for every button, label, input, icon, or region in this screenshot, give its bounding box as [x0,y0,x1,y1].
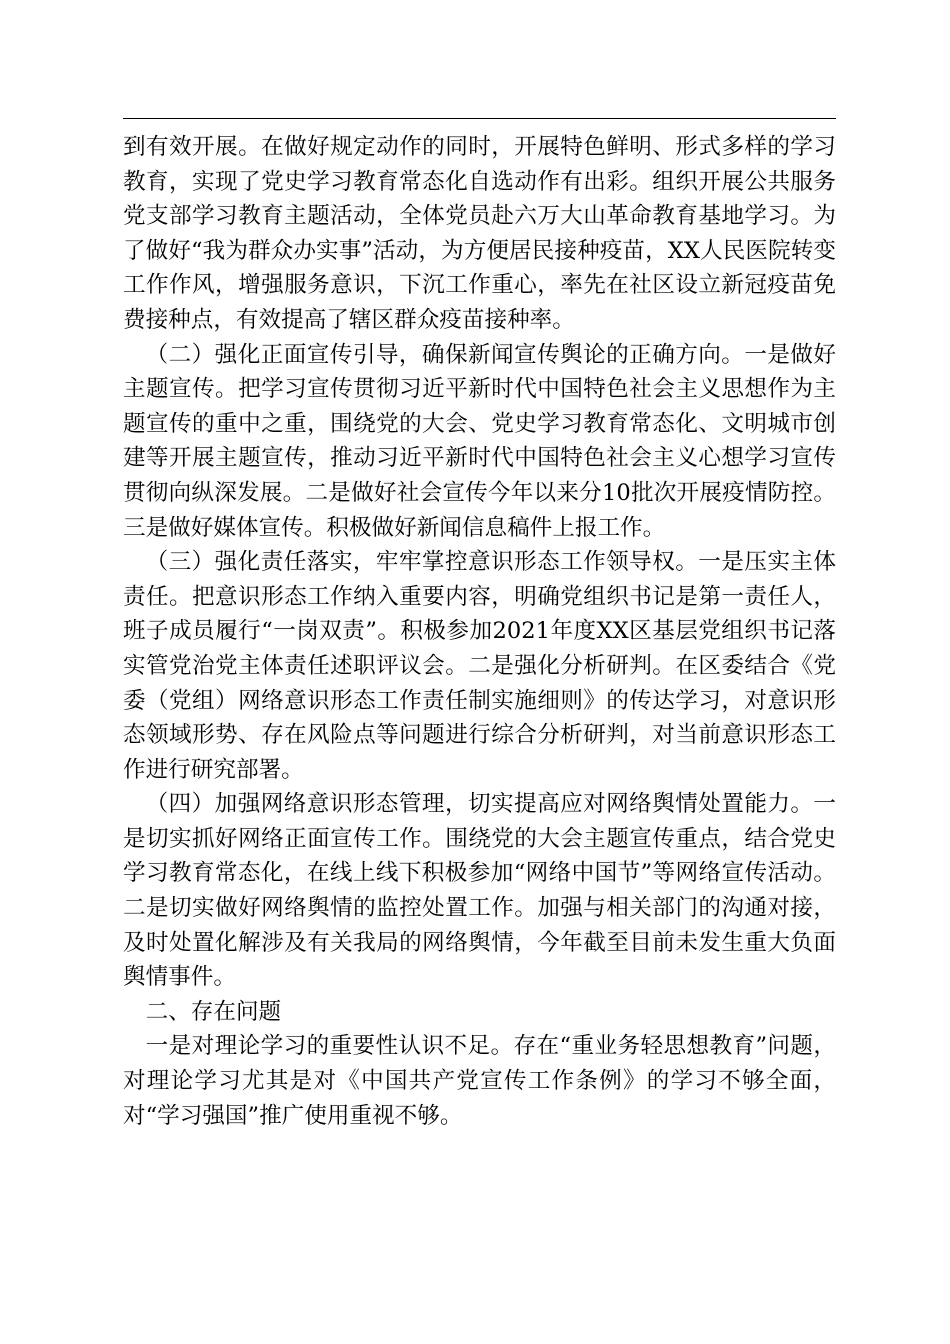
header-rule [123,118,836,119]
section-heading-problems: 二、存在问题 [145,998,282,1025]
paragraph-section-3: （三）强化责任落实，牢牢掌控意识形态工作领导权。一是压实主体责任。把意识形态工作纳入重要内容，明确党组织书记是第一责任人，班子成员履行“一岗双责”。积极参加2021年度XX区基层党组织书记落实管党治党主体责任述职评议会。二是强化分析研判。在区委结合《党委（党组）网络意识形态工作责任制实施细则》的传达学习，对意识形态领域形势、存在风险点等问题进行综合分析研判，对当前意识形态工作进行研究部署。 [123,549,836,783]
paragraph-continuation: 到有效开展。在做好规定动作的同时，开展特色鲜明、形式多样的学习教育，实现了党史学习教育常态化自选动作有出彩。组织开展公共服务党支部学习教育主题活动，全体党员赴六万大山革命教育基地学习。为了做好“我为群众办实事”活动，为方便居民接种疫苗，XX人民医院转变工作作风，增强服务意识，下沉工作重心，率先在社区设立新冠疫苗免费接种点，有效提高了辖区群众疫苗接种率。 [123,134,836,333]
paragraph-section-4: （四）加强网络意识形态管理，切实提高应对网络舆情处置能力。一是切实抓好网络正面宣传工作。围绕党的大会主题宣传重点，结合党史学习教育常态化，在线上线下积极参加“网络中国节”等网络宣传活动。二是切实做好网络舆情的监控处置工作。加强与相关部门的沟通对接，及时处置化解涉及有关我局的网络舆情，今年截至目前未发生重大负面舆情事件。 [123,791,836,991]
paragraph-section-2: （二）强化正面宣传引导，确保新闻宣传舆论的正确方向。一是做好主题宣传。把学习宣传贯彻习近平新时代中国特色社会主义思想作为主题宣传的重中之重，围绕党的大会、党史学习教育常态化、文明城市创建等开展主题宣传，推动习近平新时代中国特色社会主义心想学习宣传贯彻向纵深发展。二是做好社会宣传今年以来分10批次开展疫情防控。三是做好媒体宣传。积极做好新闻信息稿件上报工作。 [123,341,836,541]
paragraph-problem-1: 一是对理论学习的重要性认识不足。存在“重业务轻思想教育”问题，对理论学习尤其是对《中国共产党宣传工作条例》的学习不够全面，对“学习强国”推广使用重视不够。 [123,1033,836,1129]
document-body [123,130,836,1133]
